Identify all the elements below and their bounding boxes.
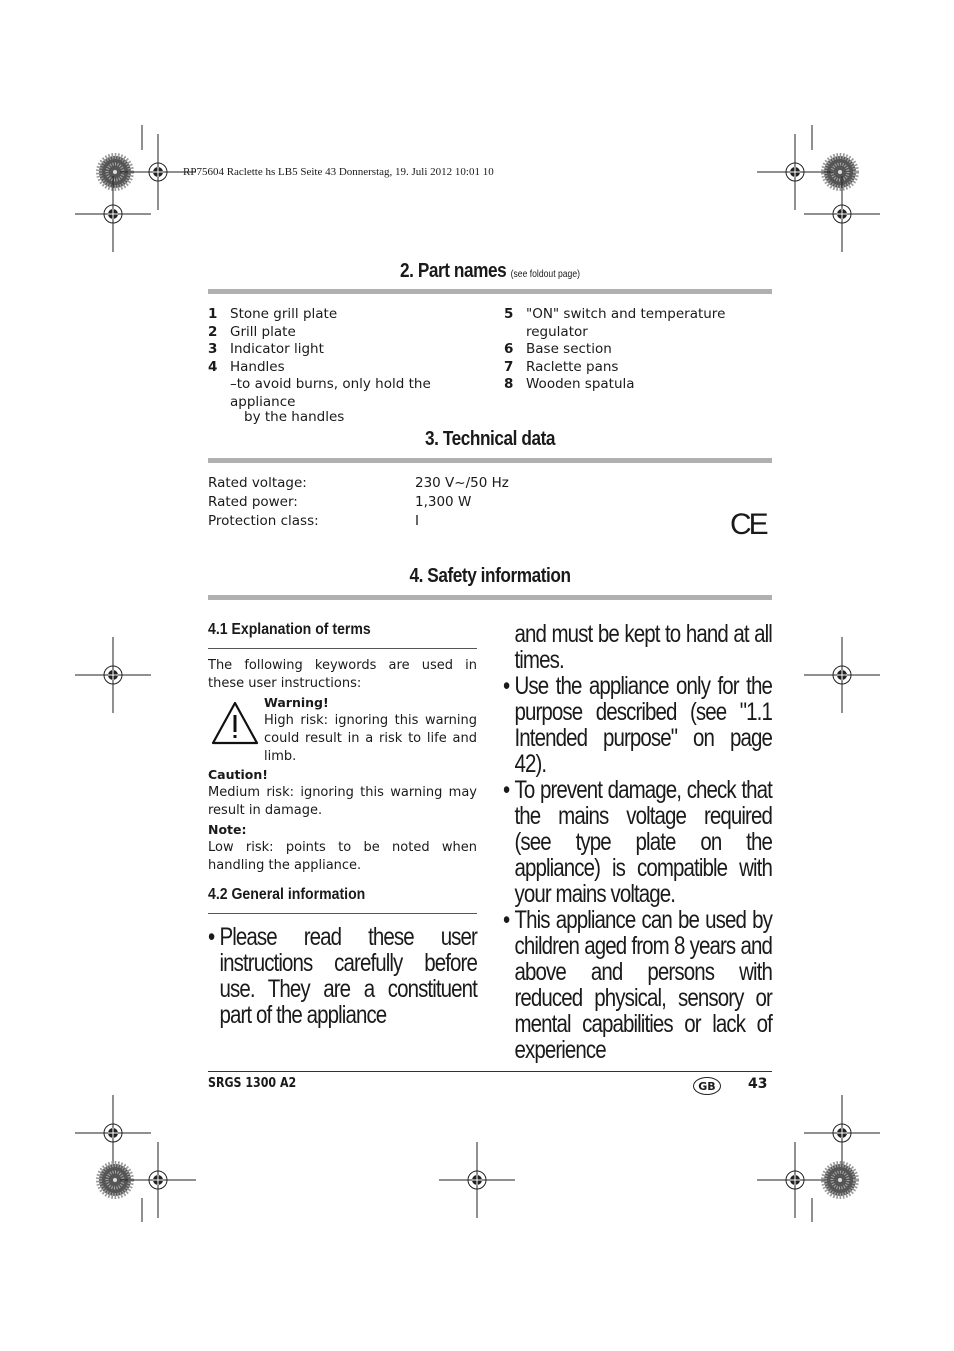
tech-row: Rated power: 1,300 W [208,494,472,510]
bullet-icon: • [208,923,215,951]
caution-block [208,766,477,820]
parts-list-left [208,306,488,427]
general-information-title: 4.2 General information [208,886,366,903]
sub-rule [208,913,477,914]
bullet-item: • Please read these user instructions carefully before use. They are a constituent part of the appliance [208,923,477,1029]
continued-text: and must be kept to hand at all times. [514,620,772,674]
terms-intro: The following keywords are used in these user instructions: [208,658,477,691]
bullet-item: • To prevent damage, check that the mains voltage required (see type plate on the appliance) is compatible with your mains voltage. [503,776,772,908]
note-block [208,821,477,875]
footer-rule [208,1071,772,1072]
warning-label: Warning! [264,695,329,710]
part-item: 3 Indicator light [208,341,324,357]
technical-data-table [208,474,608,531]
warning-text: High risk: ignoring this warning could result in a risk to life and limb. [264,713,477,764]
bullet-icon: • [503,906,510,934]
footer-model: SRGS 1300 A2 [208,1076,297,1091]
explanation-of-terms-title: 4.1 Explanation of terms [208,621,371,638]
note-label: Note: [208,822,247,837]
bullet-icon: • [503,672,510,700]
tech-row: Rated voltage: 230 V~/50 Hz [208,475,509,491]
part-names-heading [247,260,732,283]
general-info-right [503,621,772,1063]
general-info-left [208,924,477,1028]
bullet-icon: • [503,776,510,804]
part-item: 2 Grill plate [208,323,296,340]
ce-mark-icon: CE [730,508,766,541]
part-item: 8 Wooden spatula [504,376,635,392]
page-number: 43 [748,1076,768,1092]
part-item: 7 Raclette pans [504,358,619,375]
part-item: 6 Base section [504,341,612,357]
part-item: 4 Handles [208,358,285,375]
bullet-item: • Use the appliance only for the purpose described (see "1.1 Intended purpose" on page 42). [503,672,772,778]
safety-bar [208,595,772,600]
tech-row: Protection class: I [208,513,419,529]
technical-data-bar [208,458,772,463]
safety-title: 4. Safety information [409,565,571,587]
part-names-title: 2. Part names [400,260,507,282]
technical-data-title: 3. Technical data [424,428,556,450]
part-item: 5 "ON" switch and temperature regulator [504,306,726,340]
parts-list-right [504,306,776,394]
part-names-bar [208,289,772,294]
part-names-note: (see foldout page) [510,269,580,280]
sub-rule [208,648,477,649]
print-header: RP75604 Raclette hs LB5 Seite 43 Donnerstag, 19. Juli 2012 10:01 10 [183,166,494,178]
caution-text: Medium risk: ignoring this warning may result in damage. [208,785,477,818]
part-item: 1 Stone grill plate [208,306,338,322]
caution-label: Caution! [208,767,268,782]
bullet-item: • This appliance can be used by children aged from 8 years and above and persons with reduced physical, sensory or mental capabilities or lack of experience [503,906,772,1064]
handles-note-cont: by the handles [244,409,345,425]
note-text: Low risk: points to be noted when handling the appliance. [208,840,477,873]
warning-block [264,694,477,766]
handles-note: –to avoid burns, only hold the appliance [230,376,431,410]
language-badge: GB [693,1077,721,1095]
warning-triangle-icon [210,700,260,746]
